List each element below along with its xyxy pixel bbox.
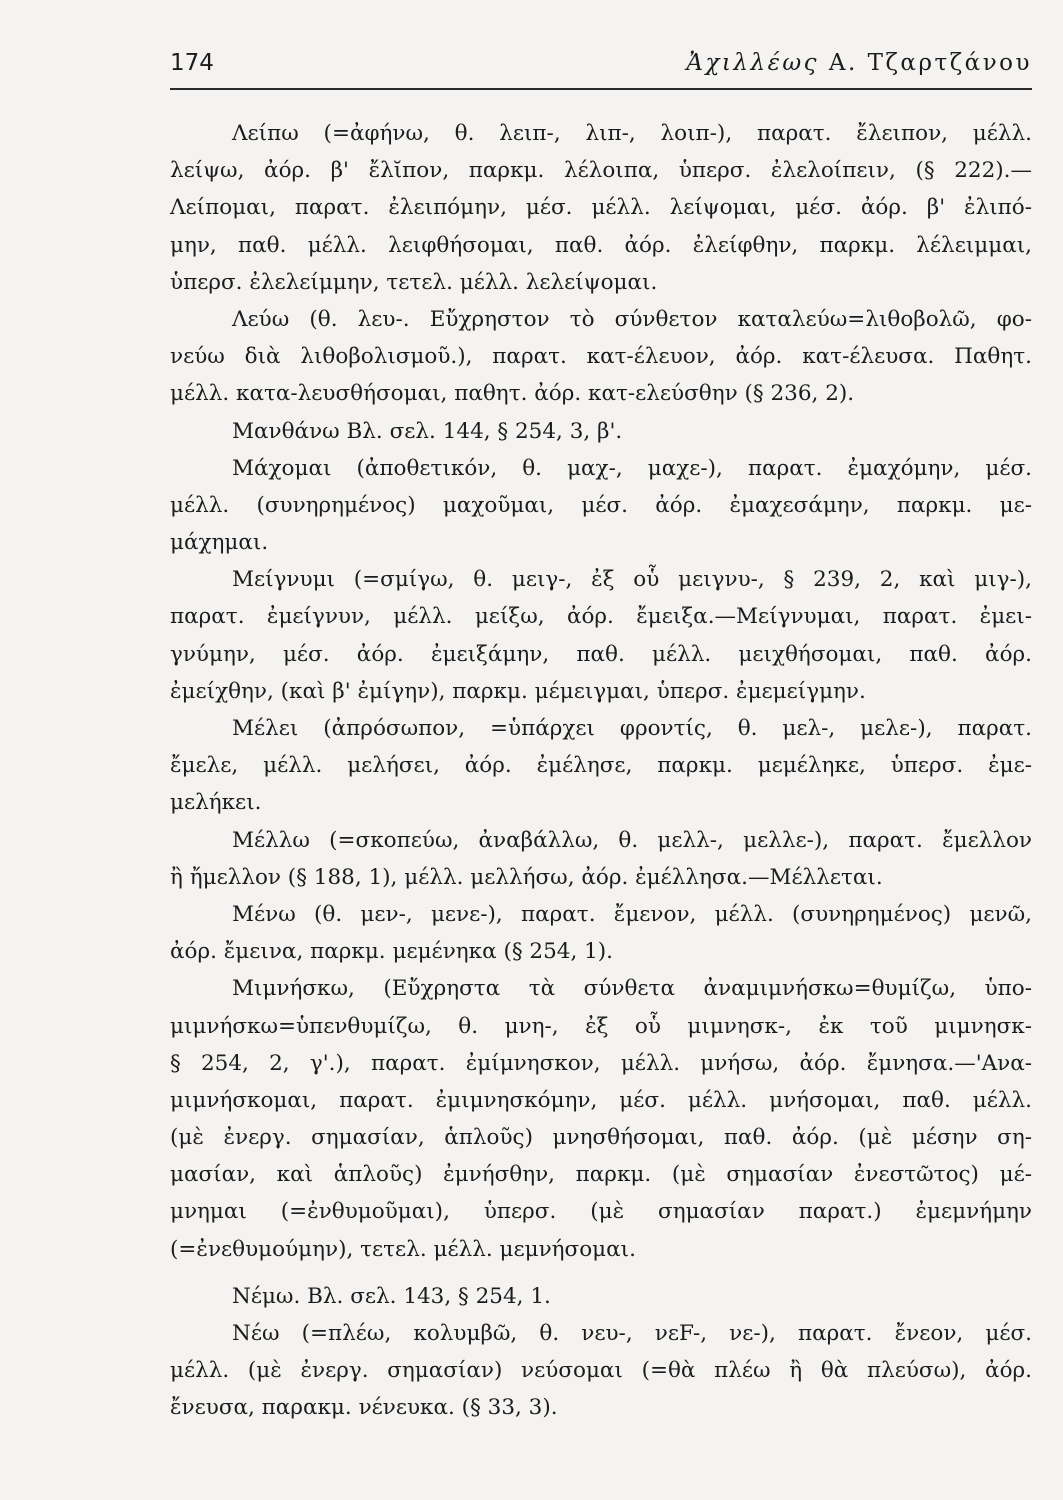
text-line: μην, παθ. μέλλ. λειφθήσομαι, παθ. ἀόρ. ἐλείφθην, παρκμ. λέλειμμαι,: [170, 232, 1032, 258]
text-line: Λείπω (=ἀφήνω, θ. λειπ-, λιπ-, λοιπ-), παρατ. ἔλειπον, μέλλ.: [232, 121, 1032, 146]
text-line: μιμνήσκω=ὑπενθυμίζω, θ. μνη-, ἐξ οὗ μιμνησκ-, ἐκ τοῦ μιμνησκ-: [170, 1013, 1032, 1039]
text-line: μάχημαι.: [170, 530, 269, 556]
text-line: μέλλ. κατα-λευσθήσομαι, παθητ. ἀόρ. κατ-ελεύσθην (§ 236, 2).: [170, 381, 855, 407]
page-number: 174: [170, 50, 214, 76]
text-line: μασίαν, καὶ ἁπλοῦς) ἐμνήσθην, παρκμ. (μὲ σημασίαν ἐνεστῶτος) μέ-: [170, 1162, 1032, 1188]
text-line: μιμνήσκομαι, παρατ. ἐμιμνησκόμην, μέσ. μέλλ. μνήσομαι, παθ. μέλλ.: [170, 1087, 1032, 1113]
text-line: Μανθάνω Βλ. σελ. 144, § 254, 3, β'.: [232, 418, 623, 444]
text-line: λείψω, ἀόρ. β' ἔλῐπον, παρκμ. λέλοιπα, ὑπερσ. ἐλελοίπειν, (§ 222).—: [170, 158, 1032, 184]
text-line: Λεύω (θ. λευ-. Εὔχρηστον τὸ σύνθετον καταλεύω=λιθοβολῶ, φο-: [232, 306, 1032, 332]
text-line: ὑπερσ. ἐλελείμμην, τετελ. μέλλ. λελείψομαι.: [170, 269, 658, 295]
text-line: μέλλ. (μὲ ἐνεργ. σημασίαν) νεύσομαι (=θὰ πλέω ἢ θὰ πλεύσω), ἀόρ.: [170, 1358, 1032, 1384]
text-line: (=ἐνεθυμούμην), τετελ. μέλλ. μεμνήσομαι.: [170, 1236, 636, 1262]
text-line: Μέλλω (=σκοπεύω, ἀναβάλλω, θ. μελλ-, μελλε-), παρατ. ἔμελλον: [232, 827, 1032, 853]
text-line: ἐμείχθην, (καὶ β' ἐμίγην), παρκμ. μέμειγμαι, ὑπερσ. ἐμεμείγμην.: [170, 678, 866, 704]
running-head-author-rest: Α. Τζαρτζάνου: [828, 50, 1032, 76]
text-line: γνύμην, μέσ. ἀόρ. ἐμειξάμην, παθ. μέλλ. μειχθήσομαι, παθ. ἀόρ.: [170, 641, 1032, 667]
text-line: ἔνευσα, παρακμ. νένευκα. (§ 33, 3).: [170, 1395, 558, 1421]
text-line: § 254, 2, γ'.), παρατ. ἐμίμνησκον, μέλλ. μνήσω, ἀόρ. ἔμνησα.—'Ανα-: [170, 1050, 1032, 1076]
running-head: [686, 50, 1032, 76]
text-line: ἀόρ. ἔμεινα, παρκμ. μεμένηκα (§ 254, 1).: [170, 939, 614, 965]
dictionary-text: [170, 115, 1032, 1427]
text-line: Μείγνυμι (=σμίγω, θ. μειγ-, ἐξ οὗ μειγνυ-, § 239, 2, καὶ μιγ-),: [232, 567, 1032, 593]
text-line: (μὲ ἐνεργ. σημασίαν, ἁπλοῦς) μνησθήσομαι, παθ. ἀόρ. (μὲ μέσην ση-: [170, 1125, 1032, 1151]
page-header: [170, 50, 1032, 90]
text-line: ἢ ἤμελλον (§ 188, 1), μέλλ. μελλήσω, ἀόρ. ἐμέλλησα.—Μέλλεται.: [170, 864, 883, 890]
text-line: μέλλ. (συνηρημένος) μαχοῦμαι, μέσ. ἀόρ. ἐμαχεσάμην, παρκμ. με-: [170, 492, 1032, 518]
text-line: Νέμω. Βλ. σελ. 143, § 254, 1.: [232, 1283, 551, 1309]
text-line: μνημαι (=ἐνθυμοῦμαι), ὑπερσ. (μὲ σημασίαν παρατ.) ἐμεμνήμην: [170, 1199, 1032, 1225]
text-line: Μιμνήσκω, (Εὔχρηστα τὰ σύνθετα ἀναμιμνήσκω=θυμίζω, ὑπο-: [232, 976, 1032, 1002]
text-line: μελήκει.: [170, 790, 262, 816]
text-line: Μένω (θ. μεν-, μενε-), παρατ. ἔμενον, μέλλ. (συνηρημένος) μενῶ,: [232, 901, 1032, 927]
text-line: Νέω (=πλέω, κολυμβῶ, θ. νευ-, νεF-, νε-), παρατ. ἔνεον, μέσ.: [232, 1321, 1032, 1346]
text-line: Μέλει (ἀπρόσωπον, =ὑπάρχει φροντίς, θ. μελ-, μελε-), παρατ.: [232, 716, 1032, 741]
text-line: παρατ. ἐμείγνυν, μέλλ. μείξω, ἀόρ. ἔμειξα.—Μείγνυμαι, παρατ. ἐμει-: [170, 604, 1032, 630]
text-line: ἔμελε, μέλλ. μελήσει, ἀόρ. ἐμέλησε, παρκμ. μεμέληκε, ὑπερσ. ἐμε-: [170, 753, 1032, 779]
text-line: Λείπομαι, παρατ. ἐλειπόμην, μέσ. μέλλ. λείψομαι, μέσ. ἀόρ. β' ἐλιπό-: [170, 195, 1032, 221]
text-line: νεύω διὰ λιθοβολισμοῦ.), παρατ. κατ-έλευον, ἀόρ. κατ-έλευσα. Παθητ.: [170, 344, 1032, 370]
text-line: Μάχομαι (ἀποθετικόν, θ. μαχ-, μαχε-), παρατ. ἐμαχόμην, μέσ.: [232, 455, 1032, 481]
running-head-author: Ἀχιλλέως: [686, 50, 820, 76]
